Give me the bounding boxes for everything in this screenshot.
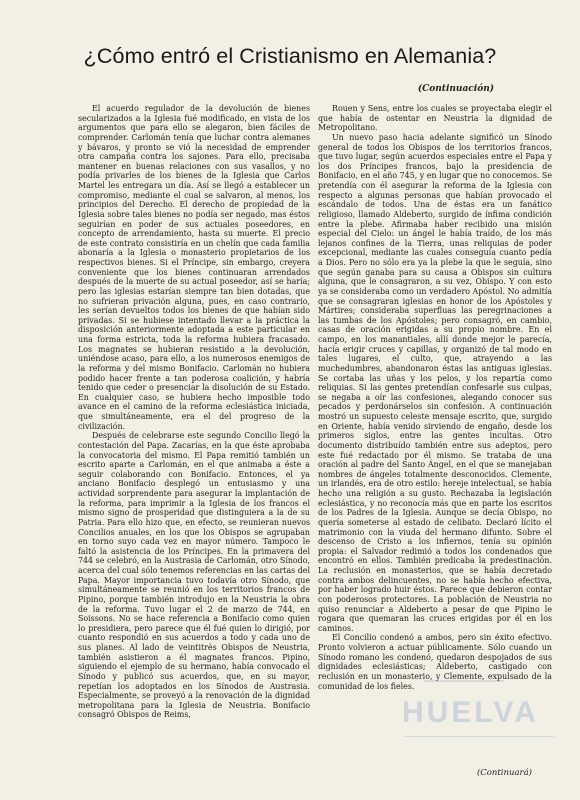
watermark-seal (424, 680, 504, 696)
article-title: ¿Cómo entró el Cristianismo en Alemania? (83, 44, 497, 68)
right-column (318, 104, 552, 691)
paragraph: Rouen y Sens, entre los cuales se proyectaba elegir el que había de ostentar en Neustria la dignidad de Metropolitano. (318, 104, 552, 133)
paragraph: Un nuevo paso hacia adelante significó un Sínodo general de todos los Obispos de los territorios francos, que tuvo lugar, según acuerdos especiales entre el Papa y los dos Príncipes francos, bajo la presidencia de Bonifacio, en el año 745, y en lugar que no conocemos. Se pretendía con él asegurar la reforma de la Iglesia con respecto a algunas personas que habían provocado el escándalo de todos. Una de éstas era un fanático religioso, llamado Aldeberto, surgido de ínfima condición entre la plebe. Afirmaba haber recibido una misión especial del Cielo: un ángel le había traído, de los más lejanos confines de la Tierra, unas reliquias de poder excepcional, mediante las cuales conseguía cuanto pedía a Dios. Pero no sólo era ya la plebe la que le seguía, sino que según ganaba para su causa a Obispos sin cultura alguna, que le consagraron, a su vez, Obispo. Y con esto ya se consideraba como un verdadero Apóstol. No admitía que se consagraran iglesias en honor de los Apóstoles y Mártires; consideraba superfluas las peregrinaciones a las tumbas de los Apóstoles; pero consagró, en cambio, casas de oración erigidas a su propio nombre. En el campo, en los manantiales, allí donde mejor le parecía, hacía erigir cruces y capillas, y organizó de tal modo en tales lugares, el culto, que, atrayendo a las muchedumbres, abandonaron éstas las antiguas iglesias. Se cortaba las uñas y los pelos, y los repartía como reliquias. Si las gentes pretendían confesarle sus culpas, se negaba a oír las confesiones, alegando conocer sus pecados y perdonárselos sin confesión. A continuación mostró un supuesto celeste mensaje escrito, que, surgido en Oriente, había venido sirviendo de engaño, desde los primeros siglos, entre las gentes incultas. Otro documento distribuído también entre sus adeptos, pero este fué redactado por él mismo. Se trataba de una oración al padre del Santo Ángel, en el que se manejaban nombres de ángeles totalmente desconocidos. Clemente, un irlandés, era de otro estilo: hereje intelectual, se había hecho una religión a su gusto. Rechazaba la legislación eclesiástica, y no reconocía más que en parte los escritos de los Padres de la Iglesia. Aunque se decía Obispo, no quería someterse al estado de celibato. Declaró lícito el matrimonio con la viuda del hermano difunto. Sobre el descenso de Cristo a los infiernos, tenía su opinión propia: el Salvador redimió a todos los condenados que encontró en ellos. También predicaba la predestinación. La reclusión en monasterios, que se había decretado contra ambos delincuentes, no se había hecho efectiva, por haber logrado huir éstos. Parece que debieron contar con poderosos protectores. La población de Neustria no quiso renunciar a Aldeberto a pesar de que Pipino le rogara que quemaran las cruces erigidas por él en los caminos. (318, 132, 552, 633)
left-column (78, 104, 310, 720)
watermark-logo: HUELVA (402, 696, 539, 729)
paragraph: El acuerdo regulador de la devolución de bienes secularizados a la Iglesia fué modificado, en vista de los argumentos que para ello se alegaron, bien fáciles de comprender. Carlomán tenía que luchar contra alemanes y bávaros, y pronto se vió la necesidad de emprender otra campaña contra los sajones. Para ello, precisaba mantener en buenas relaciones con sus vasallos, y no podía privarles de los bienes de la Iglesia que Carlos Martel les entregara un día. Así se llegó a establecer un compromiso, mediante el cual se salvaron, al menos, los principios del Derecho. El derecho de propiedad de la Iglesia sobre tales bienes no podía ser negado, mas éstos seguirían en poder de sus actuales poseedores, en concepto de arrendamiento, hasta su muerte. El precio de este contrato consistiría en un chelín que cada familia abonaría a la Iglesia o monasterio propietarios de los respectivos bienes. Si el Príncipe, sin embargo, creyera conveniente que los bienes continuaran arrendados después de la muerte de su actual poseedor, así se haría; pero las iglesias estarían siempre tan bien dotadas, que no sufrieran privación alguna, pues, en caso contrario, les serían devueltos todos los bienes de que habían sido privadas. Si se hubiese intentado llevar a la práctica la disposición anteriormente adoptada a este particular en una forma estricta, toda la reforma hubiera fracasado. Los magnates se hubieran resistido a la devolución, uniéndose acaso, para ello, a los numerosos enemigos de la reforma y del mismo Bonifacio. Carlomán no hubiera podido hacer frente a tan poderosa coalición, y habría tenido que ceder o presenciar la disolución de su Estado. En cualquier caso, se hubiera hecho imposible todo avance en el camino de la reforma eclesiástica iniciada, que simultáneamente, era el del progreso de la civilización. (78, 104, 310, 431)
article-subtitle: (Continuación) (417, 84, 494, 94)
paragraph: Después de celebrarse este segundo Concilio llegó la contestación del Papa. Zacarías, en la que éste aprobaba la convocatoria del mismo. El Papa remitió también un escrito aparte a Carlomán, en el que animaba a éste a seguir colaborando con Bonifacio. Entonces, el ya anciano Bonifacio desplegó un entusiasmo y una actividad sorprendente para asegurar la implantación de la reforma, para imprimir a la Iglesia de los francos el mismo signo de prosperidad que distinguiera a la de su Patria. Para ello hizo que, en efecto, se reunieran nuevos Concilios anuales, en los que los Obispos se agrupaban en torno suyo cada vez en mayor número. Tampoco le faltó la asistencia de los Príncipes. En la primavera del 744 se celebró, en la Austrasia de Carlomán, otro Sínodo, acerca del cual sólo tenemos referencias en las cartas del Papa. Mayor importancia tuvo todavía otro Sínodo, que simultáneamente se reunió en los territorios francos de Pipino, porque también introdujo en la Neustria la obra de la reforma. Tuvo lugar el 2 de marzo de 744, en Soissons. No se hace referencia a Bonifacio como quien lo presidiera, pero parece que él fué quien lo dirigió, por cuanto respondió en sus acuerdos a todo y cada uno de sus planes. Al lado de veintitrés Obispos de Neustria, también asistieron a él magnates francos. Pipino, siguiendo el ejemplo de su hermano, había convocado el Sínodo y publicó sus acuerdos, que, en su mayor, repetían los adoptados en los Sínodos de Austrasia. Especialmente, se proveyó a la renovación de la dignidad metropolitana para la Iglesia de Neustria. Bonifacio consagró Obispos de Reims, (78, 431, 310, 720)
continued-note: (Continuará) (476, 768, 532, 778)
watermark-underline (404, 736, 554, 743)
paragraph: El Concilio condenó a ambos, pero sin éxito efectivo. Pronto volvieron a actuar públicamente. Sólo cuando un Sínodo romano les condenó, quedaron despojados de sus dignidades eclesiásticas; Aldeberto, castigado con reclusión en un monasterio, y Clemente, expulsado de la comunidad de los fieles. (318, 633, 552, 691)
